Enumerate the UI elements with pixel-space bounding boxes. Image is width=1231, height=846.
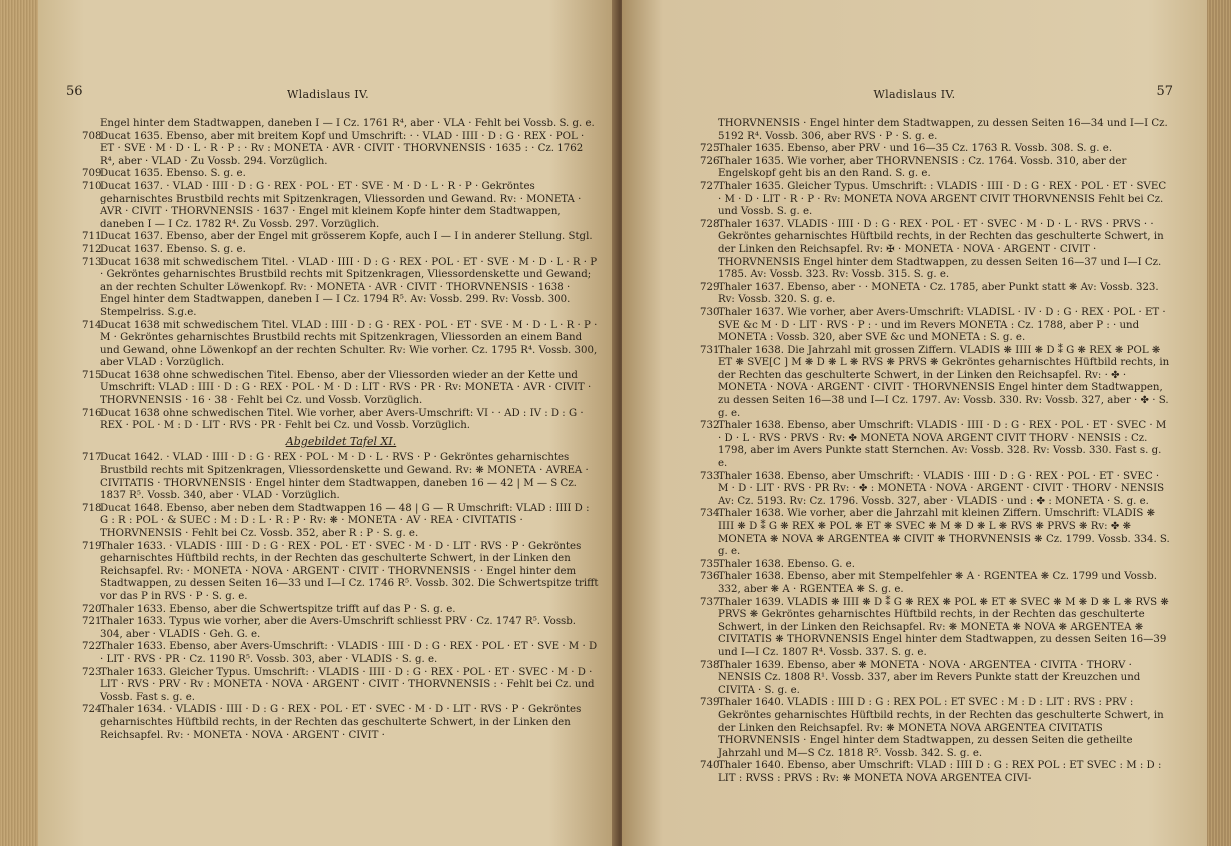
catalog-entry [82, 616, 600, 641]
entry-text: Ducat 1648. Ebenso, aber neben dem Stadtwappen 16 — 48 | G — R Umschrift: VLAD : IIII D : G : R : POL · & SUEC : M : D : L · R : P · Rv: ❋ · MONETA · AV · REA · CIVITATIS · THORVNENSIS · Fehlt bei Cz. Vossb. 352, aber R : P · S. g. e. [100, 502, 590, 539]
entry-text: Thaler 1633. Ebenso, aber Avers-Umschrift: · VLADIS · IIII · D : G · REX · POL · ET · SVE · M · D · LIT · RVS · PR · Cz. 1190 R⁵. Vossb. 303, aber · VLADIS · S. g. e. [100, 641, 598, 665]
intro-paragraph: Engel hinter dem Stadtwappen, daneben I — I Cz. 1761 R⁴, aber · VLA · Fehlt bei Vossb. S. g. e. [100, 118, 595, 129]
entry-text: Thaler 1640. Ebenso, aber Umschrift: VLAD : IIII D : G : REX POL : ET SVEC : M : D : LIT : RVSS : PRVS : Rv: ❋ MONETA NOVA ARGENTEA CIVI- [718, 760, 1162, 784]
entry-number: 709 [82, 168, 102, 180]
entry-text: Ducat 1642. · VLAD · IIII · D : G · REX · POL · M · D · L · RVS · P · Gekröntes geharnischtes Brustbild rechts mit Spitzenkragen, Vliessordenskette und Gewand. Rv: ❋ MONETA · AVREA · CIVITATIS · THORVNENSIS · Engel hinter dem Stadtwappen, daneben 16 — 42 | M — S Cz. 1837 R⁵. Vossb. 340, aber · VLAD · Vorzüglich. [100, 452, 589, 502]
catalog-entry [82, 541, 600, 604]
entry-text: Thaler 1640. VLADIS : IIII D : G : REX POL : ET SVEC : M : D : LIT : RVS : PRV : Gekröntes geharnischtes Hüftbild rechts, in der Rechten das geschulterte Schwert, in der Linken den Reichsapfel. Rv: ❋ MONETA NOVA ARGENTEA CIVITATIS THORVNENSIS · Engel hinter dem Stadtwappen, zu dessen Seiten die getheilte Jahrzahl und M—S Cz. 1818 R⁵. Vossb. 342. S. g. e. [718, 697, 1164, 759]
catalog-entry [82, 667, 600, 705]
entry-number: 730 [700, 306, 720, 318]
page-number: 57 [1156, 84, 1173, 99]
entry-number: 718 [82, 502, 102, 514]
catalog-entry [82, 641, 600, 666]
catalog-entry [82, 244, 600, 257]
page-edges-right [1207, 0, 1231, 846]
entry-number: 720 [82, 603, 102, 615]
catalog-entry [700, 471, 1172, 509]
entry-number: 729 [700, 281, 720, 293]
entry-text: Ducat 1637. Ebenso. S. g. e. [100, 243, 246, 255]
catalog-entry [700, 508, 1172, 558]
catalog-entry [700, 597, 1172, 660]
entry-text: Thaler 1633. Ebenso, aber die Schwertspitze trifft auf das P · S. g. e. [100, 603, 456, 615]
left-page [38, 0, 618, 846]
catalog-entry [700, 143, 1172, 156]
entry-number: 733 [700, 470, 720, 482]
catalog-entry [82, 231, 600, 244]
entry-text: Ducat 1635. Ebenso. S. g. e. [100, 168, 246, 180]
entry-text: Ducat 1638 mit schwedischem Titel. VLAD : IIII · D : G · REX · POL · ET · SVE · M · D · L · R · P · M · Gekröntes geharnischtes Brustbild rechts mit Spitzenkragen, Vliessorden an einem Band und Gewand, ohne Löwenkopf an der rechten Schulter. Rv: Wie vorher. Cz. 1795 R⁴. Vossb. 300, aber VLAD : Vorzüglich. [100, 319, 598, 369]
entry-text: Thaler 1633. Typus wie vorher, aber die Avers-Umschrift schliesst PRV · Cz. 1747 R⁵. Vossb. 304, aber · VLADIS · Geh. G. e. [100, 616, 577, 640]
entry-text: Ducat 1638 mit schwedischem Titel. · VLAD · IIII · D : G · REX · POL · ET · SVE · M · D · L · R · P · Gekröntes geharnischtes Brustbild rechts mit Spitzenkragen, Vliessordenskette und Gewand; an der rechten Schulter Löwenkopf. Rv: · MONETA · AVR · CIVIT · THORVNENSIS · 1638 · Engel hinter dem Stadtwappen, daneben I — I Cz. 1794 R⁵. Av: Vossb. 299. Rv: Vossb. 300. Stempelriss. S.g.e. [100, 256, 598, 318]
entry-number: 727 [700, 180, 720, 192]
catalog-entry [82, 131, 600, 169]
catalog-entry [700, 559, 1172, 572]
entry-text: Ducat 1638 ohne schwedischen Titel. Wie vorher, aber Avers-Umschrift: VI · · AD : IV : D : G · REX · POL · M : D · LIT · RVS · PR · Fehlt bei Cz. und Vossb. Vorzüglich. [100, 407, 584, 432]
entry-number: 737 [700, 596, 720, 608]
entry-text: Thaler 1638. Wie vorher, aber die Jahrzahl mit kleinen Ziffern. Umschrift: VLADIS ❋ IIII ❋ D ⁑ G ❋ REX ❋ POL ❋ ET ❋ SVEC ❋ M ❋ D ❋ L ❋ RVS ❋ PRVS ❋ Rv: ✤ ❋ MONETA ❋ NOVA ❋ ARGENTEA ❋ CIVIT ❋ THORVNENSIS ❋ Cz. 1799. Vossb. 334. S. g. e. [718, 508, 1170, 558]
catalog-entry [82, 370, 600, 408]
entry-number: 708 [82, 130, 102, 142]
entry-number: 714 [82, 319, 102, 331]
intro-paragraph: THORVNENSIS · Engel hinter dem Stadtwappen, zu dessen Seiten 16—34 und I—I Cz. 5192 R⁴. Vossb. 306, aber RVS · P · S. g. e. [718, 118, 1168, 142]
entry-number: 739 [700, 697, 720, 709]
right-page-text [700, 118, 1172, 785]
entry-number: 716 [82, 407, 102, 419]
entry-number: 736 [700, 571, 720, 583]
entry-number: 721 [82, 616, 102, 628]
entry-number: 722 [82, 641, 102, 653]
catalog-entry [700, 760, 1172, 785]
entry-number: 738 [700, 659, 720, 671]
catalog-entry [82, 452, 600, 502]
entry-number: 710 [82, 180, 102, 192]
entry-list [700, 143, 1172, 785]
page-number: 56 [66, 84, 83, 99]
entry-number: 740 [700, 760, 720, 772]
catalog-entry [82, 408, 600, 433]
entry-number: 713 [82, 256, 102, 268]
catalog-entry [700, 420, 1172, 470]
entry-number: 711 [82, 231, 102, 243]
running-head: Wladislaus IV. [287, 88, 369, 101]
page-edges-left [0, 0, 38, 846]
right-page [622, 0, 1207, 846]
entry-number: 732 [700, 420, 720, 432]
entry-text: Thaler 1634. · VLADIS · IIII · D : G · REX · POL · ET · SVEC · M · D · LIT · RVS · P · Gekröntes geharnischtes Hüftbild rechts, in der Rechten das geschulterte Schwert, in der Linken den Reichsapfel. Rv: · MONETA · NOVA · ARGENT · CIVIT · [100, 704, 582, 741]
entry-text: Thaler 1638. Ebenso. G. e. [718, 558, 855, 570]
entry-text: Thaler 1633. · VLADIS · IIII · D : G · REX · POL · ET · SVEC · M · D · LIT · RVS · P · Gekröntes geharnischtes Hüftbild rechts, in der Rechten das geschulterte Schwert, in der Linken den Reichsapfel. Rv: · MONETA · NOVA · ARGENT · CIVIT · THORVNENSIS · · Engel hinter dem Stadtwappen, zu dessen Seiten 16—33 und I—I Cz. 1746 R⁵. Vossb. 302. Die Schwertspitze trifft vor das P in RVS · P · S. g. e. [100, 540, 599, 602]
catalog-entry [700, 307, 1172, 345]
entry-text: Thaler 1637. Wie vorher, aber Avers-Umschrift: VLADISL · IV · D : G · REX · POL · ET · SVE &c M · D · LIT · RVS · P : · und im Revers MONETA : Cz. 1788, aber P : · und MONETA : Vossb. 320, aber SVE &c und MONETA : S. g. e. [718, 306, 1166, 344]
entry-number: 719 [82, 540, 102, 552]
entry-text: Thaler 1637. VLADIS · IIII · D : G · REX · POL · ET · SVEC · M · D · L · RVS · PRVS · · Gekröntes geharnischtes Hüftbild rechts, in der Rechten das geschulterte Schwert, in der Linken den Reichsapfel. Rv: ✠ · MONETA · NOVA · ARGENT · CIVIT · THORVNENSIS Engel hinter dem Stadtwappen, zu dessen Seiten 16—37 und I—I Cz. 1785. Av: Vossb. 323. Rv: Vossb. 315. S. g. e. [718, 218, 1164, 281]
entry-text: Thaler 1638. Ebenso, aber Umschrift: VLADIS · IIII · D : G · REX · POL · ET · SVEC · M · D · L · RVS · PRVS · Rv: ✤ MONETA NOVA ARGENT CIVIT THORV · NENSIS : Cz. 1798, aber im Avers Punkte statt Sternchen. Av: Vossb. 328. Rv: Vossb. 330. Fast s. g. e. [718, 420, 1167, 470]
entry-list [82, 452, 600, 742]
entry-number: 723 [82, 666, 102, 678]
catalog-entry [700, 345, 1172, 421]
entry-text: Thaler 1638. Ebenso, aber Umschrift: · VLADIS · IIII · D : G · REX · POL · ET · SVEC · M · D · LIT · RVS · PR Rv: · ✤ : MONETA · NOVA · ARGENT · CIVIT · THORV · NENSIS Av: Cz. 5193. Rv: Cz. 1796. Vossb. 327, aber · VLADIS · und : ✤ : MONETA · S. g. e. [718, 470, 1165, 507]
entry-number: 728 [700, 218, 720, 230]
entry-number: 734 [700, 508, 720, 520]
entry-number: 735 [700, 558, 720, 570]
catalog-entry [700, 219, 1172, 282]
catalog-entry [700, 697, 1172, 760]
catalog-entry [82, 704, 600, 742]
entry-number: 724 [82, 704, 102, 716]
entry-text: Thaler 1635. Ebenso, aber PRV · und 16—35 Cz. 1763 R. Vossb. 308. S. g. e. [718, 143, 1113, 155]
entry-text: Ducat 1635. Ebenso, aber mit breitem Kopf und Umschrift: · · VLAD · IIII · D : G · REX · POL · ET · SVE · M · D · L · R · P : · Rv : MONETA · AVR · CIVIT · THORVNENSIS · 1635 : · Cz. 1762 R⁴, aber · VLAD · Zu Vossb. 294. Vorzüglich. [100, 130, 585, 167]
entry-text: Ducat 1638 ohne schwedischen Titel. Ebenso, aber der Vliessorden wieder an der Kette und Umschrift: VLAD : IIII · D : G · REX · POL · M · D : LIT · RVS · PR · Rv: MONETA · AVR · CIVIT · THORVNENSIS · 16 · 38 · Fehlt bei Cz. und Vossb. Vorzüglich. [100, 369, 592, 407]
catalog-entry [700, 156, 1172, 181]
catalog-entry [82, 604, 600, 617]
entry-number: 731 [700, 344, 720, 356]
catalog-entry [82, 257, 600, 320]
catalog-entry [700, 181, 1172, 219]
entry-text: Thaler 1638. Ebenso, aber mit Stempelfehler ❋ A · RGENTEA ❋ Cz. 1799 und Vossb. 332, aber ❋ A · RGENTEA ❋ S. g. e. [718, 571, 1157, 595]
plate-caption: Abgebildet Tafel XI. [285, 434, 397, 448]
entry-text: Thaler 1635. Wie vorher, aber THORVNENSIS : Cz. 1764. Vossb. 310, aber der Engelskopf geht bis an den Rand. S. g. e. [718, 155, 1127, 180]
catalog-entry [82, 503, 600, 541]
catalog-entry [700, 571, 1172, 596]
entry-number: 712 [82, 243, 102, 255]
catalog-entry [82, 168, 600, 181]
entry-text: Thaler 1639. Ebenso, aber ❋ MONETA · NOVA · ARGENTEA · CIVITA · THORV · NENSIS Cz. 1808 R¹. Vossb. 337, aber im Revers Punkte statt der Kreuzchen und CIVITA · S. g. e. [718, 659, 1141, 696]
catalog-entry [82, 320, 600, 370]
catalog-entry [82, 181, 600, 231]
entry-text: Thaler 1638. Die Jahrzahl mit grossen Ziffern. VLADIS ❋ IIII ❋ D ⁑ G ❋ REX ❋ POL ❋ ET ❋ SVE[C ] M ❋ D ❋ L ❋ RVS ❋ PRVS ❋ Gekröntes geharnischtes Hüftbild rechts, in der Rechten das geschulterte Schwert, in der Linken den Reichsapfel. Rv: · ✤ · MONETA · NOVA · ARGENT · CIVIT · THORVNENSIS Engel hinter dem Stadtwappen, zu dessen Seiten 16—38 und I—I Cz. 1797. Av: Vossb. 330. Rv: Vossb. 327, aber · ✤ · S. g. e. [718, 344, 1170, 419]
entry-number: 726 [700, 155, 720, 167]
entry-text: Thaler 1637. Ebenso, aber · · MONETA · Cz. 1785, aber Punkt statt ❋ Av: Vossb. 323. Rv: Vossb. 320. S. g. e. [718, 281, 1159, 306]
entry-text: Ducat 1637. Ebenso, aber der Engel mit grösserem Kopfe, auch I — I in anderer Stellung. Stgl. [100, 231, 593, 243]
catalog-entry [700, 660, 1172, 698]
entry-text: Thaler 1635. Gleicher Typus. Umschrift: : VLADIS · IIII · D : G · REX · POL · ET · SVEC · M · D · LIT · R · P · Rv: MONETA NOVA ARGENT CIVIT THORVNENSIS Fehlt bei Cz. und Vossb. S. g. e. [718, 180, 1167, 218]
entry-number: 725 [700, 143, 720, 155]
entry-text: Thaler 1639. VLADIS ❋ IIII ❋ D ⁑ G ❋ REX ❋ POL ❋ ET ❋ SVEC ❋ M ❋ D ❋ L ❋ RVS ❋ PRVS ❋ Gekröntes geharnischtes Hüftbild rechts, in der Rechten das geschulterte Schwert, in der Linken den Reichsapfel. Rv: ❋ MONETA ❋ NOVA ❋ ARGENTEA ❋ CIVITATIS ❋ THORVNENSIS Engel hinter dem Stadtwappen, zu dessen Seiten 16—39 und I—I Cz. 1807 R⁴. Vossb. 337. S. g. e. [718, 596, 1169, 658]
running-head: Wladislaus IV. [873, 88, 956, 101]
entry-text: Ducat 1637. · VLAD · IIII · D : G · REX · POL · ET · SVE · M · D · L · R · P · Gekröntes geharnischtes Brustbild rechts mit Spitzenkragen, Vliessorden und Gewand. Rv: · MONETA · AVR · CIVIT · THORVNENSIS · 1637 · Engel mit kleinem Kopfe hinter dem Stadtwappen, daneben I — I Cz. 1782 R⁴. Zu Vossb. 297. Vorzüglich. [100, 180, 582, 230]
entry-number: 715 [82, 369, 102, 381]
entry-text: Thaler 1633. Gleicher Typus. Umschrift: · VLADIS · IIII · D : G · REX · POL · ET · SVEC · M · D · LIT · RVS · PRV · Rv : MONETA · NOVA · ARGENT · CIVIT · THORVNENSIS : · Fehlt bei Cz. und Vossb. Fast s. g. e. [100, 666, 595, 703]
entry-list [82, 131, 600, 433]
entry-number: 717 [82, 452, 102, 464]
catalog-entry [700, 282, 1172, 307]
left-page-text [82, 118, 600, 742]
